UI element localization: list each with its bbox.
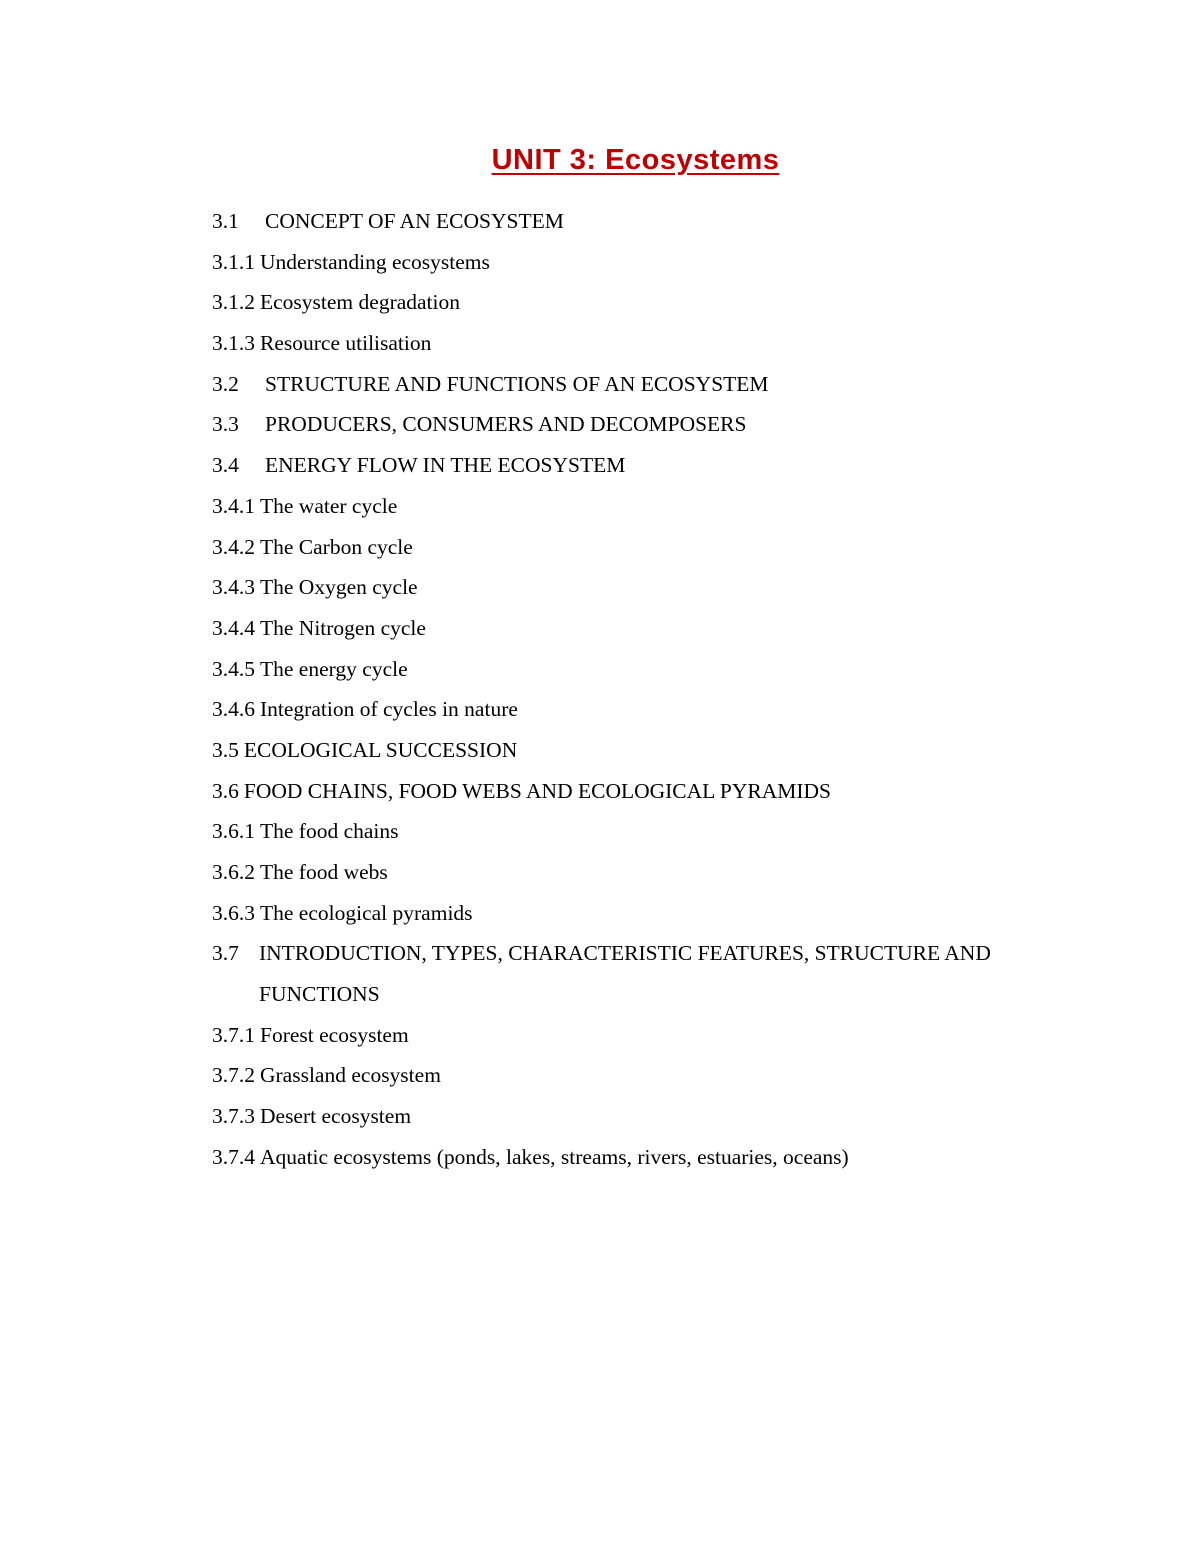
toc-number: 3.7.2 bbox=[212, 1063, 255, 1088]
toc-item bbox=[212, 1101, 1112, 1142]
toc-number: 3.1.2 bbox=[212, 290, 255, 315]
toc-item bbox=[212, 206, 1112, 247]
toc-number: 3.4 bbox=[212, 453, 239, 478]
toc-text: The ecological pyramids bbox=[260, 900, 473, 925]
toc-number: 3.2 bbox=[212, 371, 239, 396]
toc-number: 3.7 bbox=[212, 941, 239, 966]
toc-number: 3.6 bbox=[212, 778, 239, 803]
toc-item bbox=[212, 816, 1112, 857]
toc-number: 3.7.4 bbox=[212, 1144, 255, 1169]
toc-text: ECOLOGICAL SUCCESSION bbox=[243, 737, 518, 762]
toc-number: 3.6.1 bbox=[212, 819, 255, 844]
toc-text: Resource utilisation bbox=[260, 331, 432, 356]
toc-text: The food chains bbox=[260, 819, 399, 844]
toc-text: The food webs bbox=[260, 860, 388, 884]
toc-number: 3.6.2 bbox=[212, 860, 255, 884]
toc-text: The Oxygen cycle bbox=[260, 575, 418, 600]
toc-text: CONCEPT OF AN ECOSYSTEM bbox=[265, 209, 564, 233]
toc-item bbox=[212, 572, 1112, 613]
toc-number: 3.1 bbox=[212, 209, 239, 233]
toc-text: The water cycle bbox=[260, 493, 398, 518]
toc-number: 3.6.3 bbox=[212, 900, 255, 925]
toc-number: 3.7.3 bbox=[212, 1104, 255, 1129]
toc-text: STRUCTURE AND FUNCTIONS OF AN ECOSYSTEM bbox=[265, 371, 769, 396]
toc-item bbox=[212, 857, 1112, 898]
toc-text: Grassland ecosystem bbox=[260, 1063, 441, 1088]
toc-text: Ecosystem degradation bbox=[260, 290, 461, 315]
toc-text: Forest ecosystem bbox=[260, 1022, 409, 1047]
toc-number: 3.1.3 bbox=[212, 331, 255, 356]
toc-item bbox=[212, 735, 1112, 776]
toc-text: PRODUCERS, CONSUMERS AND DECOMPOSERS bbox=[265, 412, 747, 437]
toc-number: 3.4.2 bbox=[212, 534, 255, 559]
toc-number: 3.1.1 bbox=[212, 249, 255, 274]
toc-item bbox=[212, 287, 1112, 328]
toc-number: 3.7.1 bbox=[212, 1022, 255, 1047]
toc-item bbox=[212, 409, 1112, 450]
toc-item bbox=[212, 694, 1112, 735]
toc-text: ENERGY FLOW IN THE ECOSYSTEM bbox=[265, 453, 626, 478]
toc-item bbox=[212, 938, 1112, 1019]
toc-text: The energy cycle bbox=[260, 656, 408, 681]
toc-item bbox=[212, 1020, 1112, 1061]
toc-text: Aquatic ecosystems (ponds, lakes, streams, rivers, estuaries, oceans) bbox=[260, 1144, 849, 1169]
toc-item bbox=[212, 1060, 1112, 1101]
toc-text: Integration of cycles in nature bbox=[260, 697, 518, 722]
toc-item bbox=[212, 532, 1112, 573]
toc-text: Desert ecosystem bbox=[260, 1104, 412, 1129]
toc-number: 3.4.4 bbox=[212, 615, 255, 640]
toc-item bbox=[212, 1142, 1112, 1183]
toc-number: 3.4.1 bbox=[212, 493, 255, 518]
toc-text: The Carbon cycle bbox=[260, 534, 413, 559]
page-title: UNIT 3: Ecosystems bbox=[491, 144, 780, 176]
toc-text: The Nitrogen cycle bbox=[260, 615, 426, 640]
toc-number: 3.4.5 bbox=[212, 656, 255, 681]
toc-item bbox=[212, 247, 1112, 288]
toc-text: INTRODUCTION, TYPES, CHARACTERISTIC FEATURES, STRUCTURE AND FUNCTIONS bbox=[259, 941, 991, 1007]
toc-number: 3.4.6 bbox=[212, 697, 255, 722]
toc-item bbox=[212, 898, 1112, 939]
toc-item bbox=[212, 450, 1112, 491]
toc-item bbox=[212, 491, 1112, 532]
toc-item bbox=[212, 369, 1112, 410]
toc-item bbox=[212, 776, 1112, 817]
toc-text: FOOD CHAINS, FOOD WEBS AND ECOLOGICAL PYRAMIDS bbox=[243, 778, 831, 803]
toc-text: Understanding ecosystems bbox=[260, 249, 490, 274]
toc-item bbox=[212, 613, 1112, 654]
table-of-contents bbox=[212, 206, 1112, 1183]
toc-number: 3.3 bbox=[212, 412, 239, 437]
toc-number: 3.5 bbox=[212, 737, 239, 762]
toc-item bbox=[212, 328, 1112, 369]
toc-item bbox=[212, 654, 1112, 695]
toc-number: 3.4.3 bbox=[212, 575, 255, 600]
